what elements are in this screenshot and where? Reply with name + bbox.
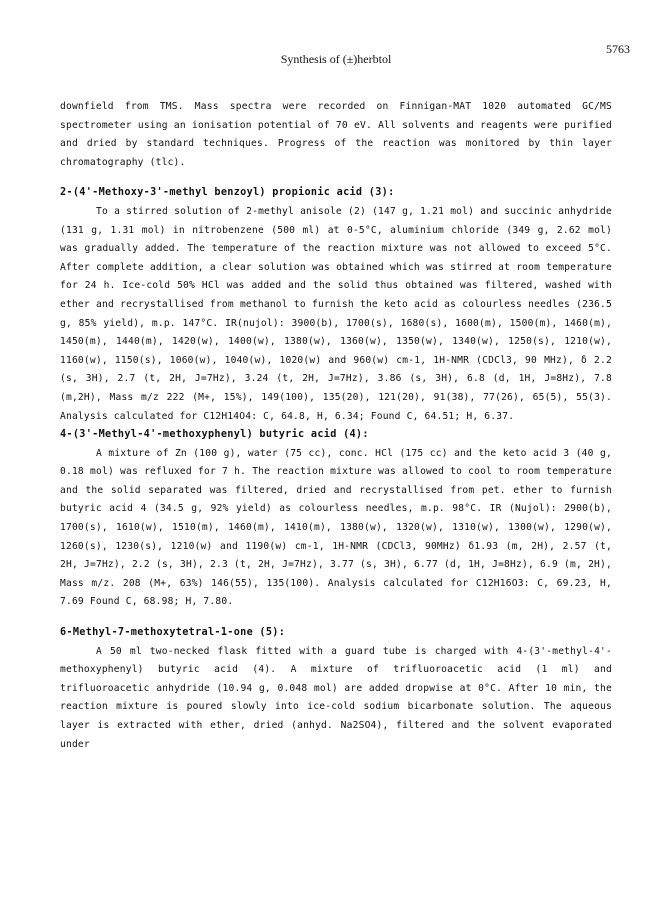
section-paragraph-tetralone: A 50 ml two-necked flask fitted with a guard tube is charged with 4-(3'-methyl-4'-methoxyphenyl) butyric acid (4). A mixture of trifluoroacetic acid (1 ml) and trifluoroacetic anhydride (10.94 g, 0.048 mol) are added dropwise at 0°C. After 10 min, the reaction mixture is poured slowly into ice-cold sodium bicarbonate solution. The aqueous layer is extracted with ether, dried (anhyd. Na2SO4), filtered and the solvent evaporated under: [60, 645, 612, 750]
section-paragraph-propionic-acid: To a stirred solution of 2-methyl anisole (2) (147 g, 1.21 mol) and succinic anhydride (131 g, 1.31 mol) in nitrobenzene (500 ml) at 0-5°C, aluminium chloride (349 g, 2.62 mol) was gradually added. The temperature of the reaction mixture was not allowed to exceed 5°C. After complete addition, a clear solution was obtained which was stirred at room temperature for 24 h. Ice-cold 50% HCl was added and the solid thus obtained was filtered, washed with ether and recrystallised from methanol to furnish the keto acid as colourless needles (236.5 g, 85% yield), m.p. 147°C. IR(nujol): 3900(b), 1700(s), 1680(s), 1600(m), 1500(m), 1460(m), 1450(m), 1440(m), 1420(w), 1400(w), 1380(w), 1360(w), 1350(w), 1340(w), 1250(s), 1210(w), 1160(w), 1150(s), 1060(w), 1040(w), 1020(w) and 960(w) cm-1, 1H-NMR (CDCl3, 90 MHz), δ 2.2 (s, 3H), 2.7 (t, 2H, J=7Hz), 3.24 (t, 2H, J=7Hz), 3.86 (s, 3H), 6.8 (d, 1H, J=8Hz), 7.8 (m,2H), Mass m/z 222 (M+, 15%), 149(100), 135(20), 121(20), 91(38), 77(26), 65(5), 55(3). Analysis calculated for C12H14O4: C, 64.8, H, 6.34; Found C, 64.51; H, 6.37.: [60, 205, 612, 422]
section-heading-tetralone: 6-Methyl-7-methoxytetral-1-one (5):: [60, 627, 286, 639]
page-number: 5763: [606, 42, 630, 56]
intro-paragraph: downfield from TMS. Mass spectra were recorded on Finnigan-MAT 1020 automated GC/MS spectrometer using an ionisation potential of 70 eV. All solvents and reagents were purified and dried by standard techniques. Progress of the reaction was monitored by thin layer chromatography (tlc).: [60, 101, 612, 168]
article-body: [60, 98, 612, 754]
section-heading-butyric-acid: 4-(3'-Methyl-4'-methoxyphenyl) butyric acid (4):: [60, 429, 369, 441]
section-heading-propionic-acid: 2-(4'-Methoxy-3'-methyl benzoyl) propionic acid (3):: [60, 187, 395, 199]
running-title: Synthesis of (±)herbtol: [280, 52, 392, 66]
section-paragraph-butyric-acid: A mixture of Zn (100 g), water (75 cc), conc. HCl (175 cc) and the keto acid 3 (40 g, 0.18 mol) was refluxed for 7 h. The reaction mixture was allowed to cool to room temperature and the solid separated was filtered, dried and recrystallised from pet. ether to furnish butyric acid 4 (34.5 g, 92% yield) as colourless needles, m.p. 98°C. IR (Nujol): 2900(b), 1700(s), 1610(w), 1510(m), 1460(m), 1410(m), 1380(w), 1320(w), 1310(w), 1300(w), 1290(w), 1260(s), 1230(s), 1210(w) and 1190(w) cm-1, 1H-NMR (CDCl3, 90MHz) δ1.93 (m, 2H), 2.57 (t, 2H, J=7Hz), 2.2 (s, 3H), 2.3 (t, 2H, J=7Hz), 3.77 (s, 3H), 6.77 (d, 1H, J=8Hz), 6.9 (m, 2H), Mass m/z. 208 (M+, 63%) 146(55), 135(100). Analysis calculated for C12H16O3: C, 69.23, H, 7.69 Found C, 68.98; H, 7.80.: [60, 447, 612, 608]
